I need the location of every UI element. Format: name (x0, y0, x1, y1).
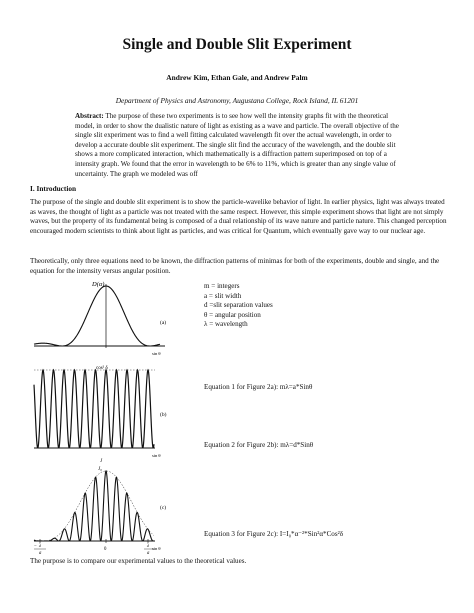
envelope-c (34, 471, 154, 541)
variable-definitions (204, 282, 273, 330)
definition-a: a = slit width (204, 291, 242, 300)
curve-b-label: cos² δ (96, 366, 108, 371)
curve-c-label-2: J₀ (98, 467, 102, 472)
diffraction-figure-svg (30, 276, 190, 556)
abstract (75, 112, 405, 179)
figure-label-b: (b) (160, 412, 167, 418)
diffraction-figure (30, 276, 190, 556)
tick-neg-minus: − (34, 544, 37, 549)
tick-pos-num: λ (147, 544, 150, 549)
curve-a-label: D(α) (92, 281, 105, 288)
axis-label-c: sin θ (152, 546, 161, 551)
tick-neg-den: a (39, 551, 42, 556)
tick-zero-label: 0 (104, 547, 107, 552)
single-slit-curve (34, 286, 160, 346)
closing-sentence: The purpose is to compare our experimental values to the theoretical values. (30, 557, 247, 565)
abstract-text: The purpose of these two experiments is to see how well the intensity graphs fit with the theoretical model, in order to show the dualistic nature of light as existing as a wave and particle. The overall objective of the single slit experiment was to find a well fitting calculated wavelength fit over the actual wavelength, in order to develop a accurate double slit experiment. The single slit find the accuracy of the wavelength, and the double slit shows a more complicated interaction, which mathematically is a diffraction pattern superimposed on top of a intensity graph. We found that the error in wavelength to be 6% to 11%, which is greater than any single value of uncertainty. The graph we modeled was off (75, 112, 399, 178)
tick-neg-num: λ (39, 544, 42, 549)
definition-m: m = integers (204, 282, 240, 290)
affiliation: Department of Physics and Astronomy, Augustana College, Rock Island, IL 61201 (115, 96, 359, 105)
equation-1: Equation 1 for Figure 2a): mλ=a*Sinθ (204, 383, 313, 391)
curve-c-label-1: J (100, 459, 103, 464)
double-slit-fringes (34, 370, 154, 448)
intro-paragraph-1: The purpose of the single and double slit experiment is to show the particle-wavelike behavior of light. In earlier physics, light was always treated as waves, the thought of light as a particle was not treated with the same respect. However, this simple experiment shows that light are not simply waves, but the property of its fundamental being is composed of a dual relationship of its wave nature and particle nature. This changed perception encouraged modern scientists to think about light as particles, and was critical for Quantum, which eventually gave way to our nuclear age. (30, 198, 447, 235)
section-heading: I. Introduction (30, 184, 77, 193)
author-list: Andrew Kim, Ethan Gale, and Andrew Palm (166, 73, 308, 82)
tick-pos-den: a (147, 551, 150, 556)
figure-label-a: (a) (160, 320, 167, 326)
intro-paragraph-2: Theoretically, only three equations need to be known, the diffraction patterns of minimas for both of the experiments, double and single, and the equation for the intensity versus angular position. (30, 257, 440, 275)
axis-label-b: sin θ (152, 453, 161, 458)
definition-d: d =slit separation values (204, 301, 273, 310)
paper-title: Single and Double Slit Experiment (122, 36, 352, 53)
definition-theta: θ = angular position (204, 310, 261, 319)
definition-lambda: λ = wavelength (204, 320, 248, 329)
equation-2: Equation 2 for Figure 2b): mλ=d*Sinθ (204, 441, 314, 449)
combined-pattern (34, 471, 154, 541)
abstract-label: Abstract: (75, 112, 104, 120)
figure-label-c: (c) (160, 505, 167, 511)
equation-3: Equation 3 for Figure 2c): I=I₀*α⁻²*Sin²α*Cos²δ (204, 530, 344, 538)
axis-label-a: sin θ (152, 351, 161, 356)
